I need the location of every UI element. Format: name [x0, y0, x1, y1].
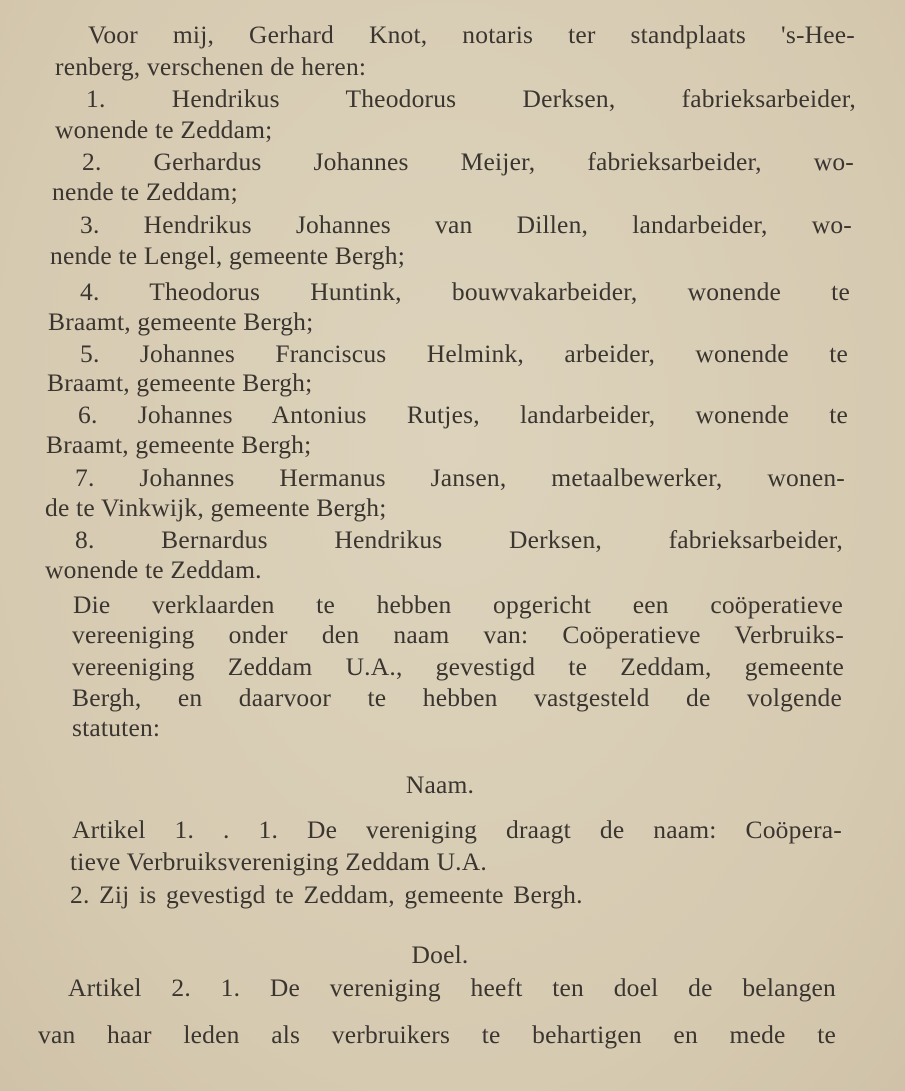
- text-line: 4. Theodorus Huntink, bouwvakarbeider, wonende te: [80, 277, 850, 306]
- text-line: Die verklaarden te hebben opgericht een coöperatieve: [73, 590, 843, 619]
- text-line: vereeniging onder den naam van: Coöperatieve Verbruiks-: [72, 620, 844, 649]
- section-heading: Naam.: [405, 770, 475, 799]
- text-line: 6. Johannes Antonius Rutjes, landarbeider, wonende te: [78, 400, 848, 429]
- text-line: Braamt, gemeente Bergh;: [48, 307, 314, 336]
- section-heading: Doel.: [411, 940, 469, 969]
- text-line: 8. Bernardus Hendrikus Derksen, fabrieksarbeider,: [75, 525, 843, 554]
- text-line: 2. Zij is gevestigd te Zeddam, gemeente Bergh.: [70, 880, 583, 909]
- text-line: vereeniging Zeddam U.A., gevestigd te Zeddam, gemeente: [72, 652, 844, 681]
- text-line: de te Vinkwijk, gemeente Bergh;: [45, 493, 387, 522]
- text-line: 7. Johannes Hermanus Jansen, metaalbewerker, wonen-: [75, 463, 845, 492]
- text-line: Braamt, gemeente Bergh;: [46, 430, 312, 459]
- text-line: wonende te Zeddam.: [45, 555, 262, 584]
- text-line: Artikel 1. . 1. De vereniging draagt de naam: Coöpera-: [72, 815, 842, 844]
- text-line: nende te Lengel, gemeente Bergh;: [50, 241, 405, 270]
- text-line: 5. Johannes Franciscus Helmink, arbeider, wonende te: [80, 339, 848, 368]
- text-line: Bergh, en daarvoor te hebben vastgesteld de volgende: [72, 683, 842, 712]
- text-line: 1. Hendrikus Theodorus Derksen, fabrieksarbeider,: [86, 84, 856, 113]
- text-line: Braamt, gemeente Bergh;: [47, 368, 313, 397]
- text-line: 3. Hendrikus Johannes van Dillen, landarbeider, wo-: [80, 210, 852, 239]
- text-line: nende te Zeddam;: [52, 177, 238, 206]
- text-line: van haar leden als verbruikers te behartigen en mede te: [38, 1020, 836, 1049]
- text-line: 2. Gerhardus Johannes Meijer, fabrieksarbeider, wo-: [82, 147, 854, 176]
- text-line: statuten:: [72, 713, 161, 742]
- text-line: renberg, verschenen de heren:: [55, 52, 367, 81]
- text-line: tieve Verbruiksvereniging Zeddam U.A.: [70, 847, 487, 876]
- text-line: Voor mij, Gerhard Knot, notaris ter standplaats 's-Hee-: [88, 20, 855, 49]
- text-line: wonende te Zeddam;: [55, 115, 273, 144]
- text-line: Artikel 2. 1. De vereniging heeft ten doel de belangen: [68, 973, 836, 1002]
